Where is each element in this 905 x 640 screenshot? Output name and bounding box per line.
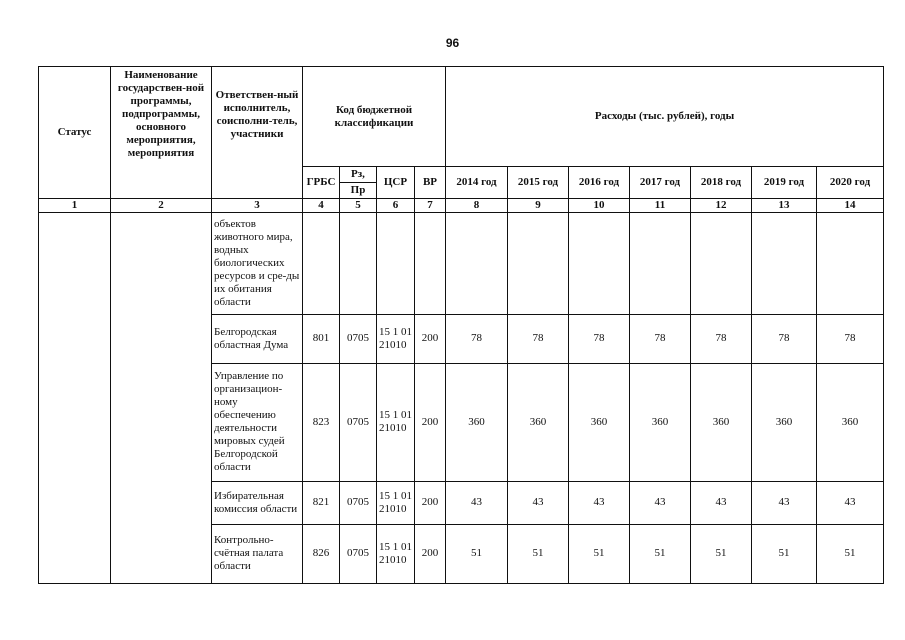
- rzpr-cell: 0705: [340, 363, 377, 481]
- expense-cell: 51: [630, 524, 691, 583]
- expense-cell: 360: [630, 363, 691, 481]
- expense-cell: [817, 213, 884, 315]
- grbs-cell: 823: [303, 363, 340, 481]
- header-year: 2016 год: [569, 167, 630, 199]
- header-csr: ЦСР: [377, 167, 415, 199]
- page-number: 96: [445, 36, 460, 50]
- executor-cell: Белгородская областная Дума: [212, 315, 303, 363]
- column-number: 9: [508, 199, 569, 213]
- expense-cell: [569, 213, 630, 315]
- executor-cell: Избирательная комиссия области: [212, 481, 303, 524]
- expense-cell: 360: [817, 363, 884, 481]
- column-number: 3: [212, 199, 303, 213]
- vr-cell: [415, 213, 446, 315]
- column-number: 7: [415, 199, 446, 213]
- vr-cell: 200: [415, 363, 446, 481]
- header-pr: Пр: [340, 183, 377, 199]
- vr-cell: 200: [415, 481, 446, 524]
- expense-cell: [508, 213, 569, 315]
- expense-cell: [752, 213, 817, 315]
- column-number: 12: [691, 199, 752, 213]
- expense-cell: 51: [508, 524, 569, 583]
- header-rz: Рз,: [340, 167, 377, 183]
- expense-cell: 360: [446, 363, 508, 481]
- expense-cell: 78: [817, 315, 884, 363]
- column-number: 11: [630, 199, 691, 213]
- column-number: 2: [111, 199, 212, 213]
- header-year: 2020 год: [817, 167, 884, 199]
- rzpr-cell: 0705: [340, 524, 377, 583]
- expense-cell: 51: [752, 524, 817, 583]
- expense-cell: 78: [446, 315, 508, 363]
- expense-cell: 43: [691, 481, 752, 524]
- expense-cell: 43: [446, 481, 508, 524]
- program-name-cell: [111, 213, 212, 584]
- expense-cell: 78: [691, 315, 752, 363]
- header-status: Статус: [39, 67, 111, 199]
- executor-cell: Управление по организацион-ному обеспечению деятельности мировых судей Белгородской области: [212, 363, 303, 481]
- column-number: 10: [569, 199, 630, 213]
- expense-cell: [446, 213, 508, 315]
- header-program-name: Наименование государствен-ной программы, подпрограммы, основного мероприятия, мероприятия: [111, 67, 212, 199]
- expense-cell: 51: [817, 524, 884, 583]
- expense-cell: 78: [569, 315, 630, 363]
- header-row-top: [39, 67, 884, 167]
- column-numbers-row: [39, 199, 884, 213]
- rzpr-cell: [340, 213, 377, 315]
- expense-cell: 43: [508, 481, 569, 524]
- expense-cell: 43: [817, 481, 884, 524]
- expense-cell: 360: [691, 363, 752, 481]
- expense-cell: 78: [630, 315, 691, 363]
- grbs-cell: [303, 213, 340, 315]
- header-year: 2019 год: [752, 167, 817, 199]
- expense-cell: 360: [752, 363, 817, 481]
- header-grbs: ГРБС: [303, 167, 340, 199]
- csr-cell: 15 1 01 21010: [377, 315, 415, 363]
- vr-cell: 200: [415, 524, 446, 583]
- rzpr-cell: 0705: [340, 315, 377, 363]
- expense-cell: [691, 213, 752, 315]
- column-number: 8: [446, 199, 508, 213]
- column-number: 6: [377, 199, 415, 213]
- expense-cell: 78: [508, 315, 569, 363]
- expense-cell: [630, 213, 691, 315]
- expense-cell: 43: [630, 481, 691, 524]
- column-number: 14: [817, 199, 884, 213]
- executor-cell: объектов животного мира, водных биологических ресурсов и сре-ды их обитания области: [212, 213, 303, 315]
- grbs-cell: 826: [303, 524, 340, 583]
- expense-cell: 360: [569, 363, 630, 481]
- expense-cell: 51: [691, 524, 752, 583]
- grbs-cell: 801: [303, 315, 340, 363]
- expense-cell: 43: [752, 481, 817, 524]
- header-expenses: Расходы (тыс. рублей), годы: [446, 67, 884, 167]
- header-budget-code: Код бюджетной классификации: [303, 67, 446, 167]
- csr-cell: 15 1 01 21010: [377, 481, 415, 524]
- executor-cell: Контрольно-счётная палата области: [212, 524, 303, 583]
- header-vr: ВР: [415, 167, 446, 199]
- header-year: 2017 год: [630, 167, 691, 199]
- vr-cell: 200: [415, 315, 446, 363]
- expense-cell: 78: [752, 315, 817, 363]
- csr-cell: 15 1 01 21010: [377, 524, 415, 583]
- status-cell: [39, 213, 111, 584]
- expense-cell: 43: [569, 481, 630, 524]
- budget-table: [38, 66, 884, 584]
- grbs-cell: 821: [303, 481, 340, 524]
- csr-cell: 15 1 01 21010: [377, 363, 415, 481]
- column-number: 4: [303, 199, 340, 213]
- column-number: 5: [340, 199, 377, 213]
- column-number: 13: [752, 199, 817, 213]
- expense-cell: 360: [508, 363, 569, 481]
- header-executor: Ответствен-ный исполнитель, соисполни-тель, участники: [212, 67, 303, 199]
- table-row: [39, 213, 884, 315]
- expense-cell: 51: [569, 524, 630, 583]
- csr-cell: [377, 213, 415, 315]
- rzpr-cell: 0705: [340, 481, 377, 524]
- column-number: 1: [39, 199, 111, 213]
- header-year: 2015 год: [508, 167, 569, 199]
- header-year: 2018 год: [691, 167, 752, 199]
- header-year: 2014 год: [446, 167, 508, 199]
- expense-cell: 51: [446, 524, 508, 583]
